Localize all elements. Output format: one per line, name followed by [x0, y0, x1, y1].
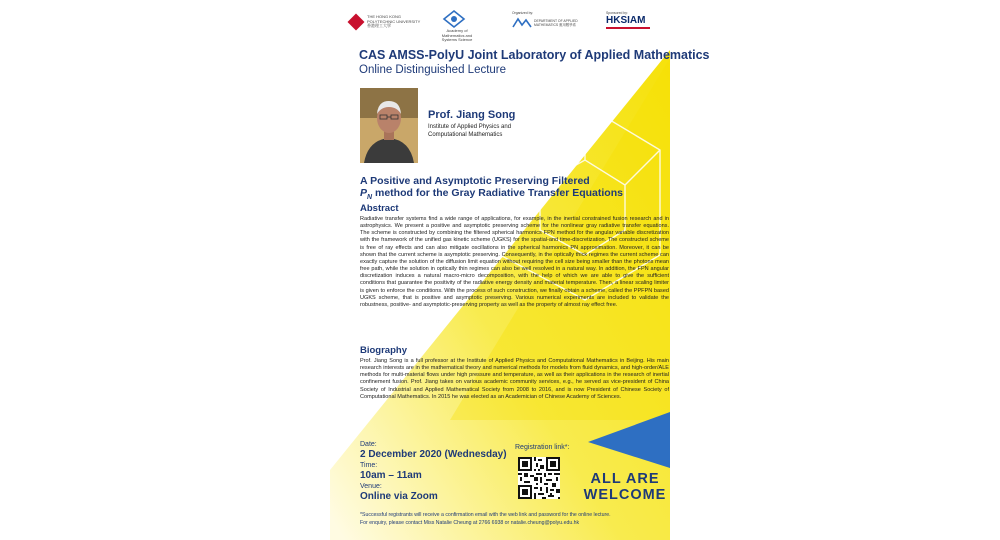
speaker-affiliation: Institute of Applied Physics and Computational Mathematics [428, 124, 512, 138]
registration-label: Registration link*: [515, 444, 570, 451]
welcome-line2: WELCOME [583, 487, 667, 503]
amss-logo-text: Academy of Mathematics and Systems Science [441, 28, 473, 43]
talk-title-line2: method for the Gray Radiative Transfer Equations [372, 187, 623, 199]
talk-title-line1: A Positive and Asymptotic Preserving Filtered [360, 175, 590, 187]
page-title: CAS AMSS-PolyU Joint Laboratory of Applied Mathematics [359, 48, 710, 62]
venue-label: Venue: [360, 483, 382, 490]
poster [330, 0, 710, 540]
talk-title-pn: P [360, 187, 368, 199]
dept-logo-icon [512, 17, 532, 29]
talk-title [360, 175, 660, 204]
biography-text: Prof. Jiang Song is a full professor at the Institute of Applied Physics and Computational Mathematics in Beijing. His main research interests are in the mathematical theory and numerical methods for models from fluid dynamics, and high-order/ALE methods for multi-material flows under high pressure and temperature, as well as their applications in the research of inertial confinement fusion. Prof. Jiang takes on various academic community services, e.g., he served as vice-president of China Society of Industrial and Applied Mathematical Society from 2008 to 2016, and is now President of Chinese Society of Computational Mathematics. In 2015 he was elected as an Academician of Chinese Academy of Sciences. [360, 358, 669, 400]
talk-title-pn-sub: N [367, 194, 373, 202]
time-value: 10am – 11am [360, 470, 422, 481]
amss-logo-icon [443, 10, 465, 28]
footer-note: *Successful registrants will receive a confirmation email with the web link and password for the online lecture. [360, 512, 611, 518]
polyu-logo-text: THE HONG KONG POLYTECHNIC UNIVERSITY 香港理工大學 [367, 14, 421, 29]
abstract-text: Radiative transfer systems find a wide range of applications, for example, in the inertial constrained fusion research and in astrophysics. We present a positive and asymptotic preserving scheme for the nonlinear gray radiative transfer equations. The scheme is constructed by combining the filtered spherical harmonics FPN method for the angular variable discretization with the framework of the unified gas kinetic scheme (UGKS) for the spatial-and time-discretization. The constructed scheme is free of ray effects and can also mitigate oscillations in the spherical harmonics PN approximation. Moreover, it can be shown that the current scheme is asymptotic preserving. Consequently, in the optically thick regimes the current scheme can exactly capture the solution of the diffusion limit equation without requiring the cell size being smaller than the photons mean free path, while the solution in optically thin regimes can also be well resolved in a natural way. In addition, the FPN angular discretization induces a natural macro-micro decomposition, with the help of which we are able to give the sufficient conditions that guarantee the positivity of the radiative energy density and material temperature. Then, a linear scaling limiter is given to enforce the conditions. With the process of such construction, we finally obtain a scheme, called the PPFPN based UGKS scheme, that is positive and asymptotic preserving. Various numerical experiments are included to validate the robustness, positive- and asymptotic-preserving property as well as the property of almost ray effect free. [360, 216, 669, 308]
speaker-name: Prof. Jiang Song [428, 109, 516, 121]
venue-value: Online via Zoom [360, 491, 438, 502]
welcome-line1: ALL ARE [590, 471, 660, 487]
speaker-photo [360, 88, 418, 163]
biography-heading: Biography [360, 345, 407, 356]
footer-enquiry: For enquiry, please contact Miss Natalie Cheung at 2766 6938 or natalie.cheung@polyu.edu.hk [360, 520, 580, 526]
dept-logo-text: DEPARTMENT OF APPLIED MATHEMATICS 應用數學系 [534, 19, 578, 27]
abstract-heading: Abstract [360, 203, 399, 214]
date-value: 2 December 2020 (Wednesday) [360, 449, 507, 460]
hksiam-logo: HKSIAM [606, 15, 646, 26]
sponsored-by-label: Sponsored by: [606, 11, 628, 15]
welcome-message [582, 471, 668, 503]
time-label: Time: [360, 462, 378, 469]
footer [360, 511, 680, 527]
registration-qr-code[interactable] [518, 457, 560, 499]
organized-by-label: Organized by: [512, 11, 534, 15]
date-label: Date: [360, 441, 377, 448]
page-subtitle: Online Distinguished Lecture [359, 64, 507, 76]
hksiam-logo-bar [606, 27, 650, 29]
